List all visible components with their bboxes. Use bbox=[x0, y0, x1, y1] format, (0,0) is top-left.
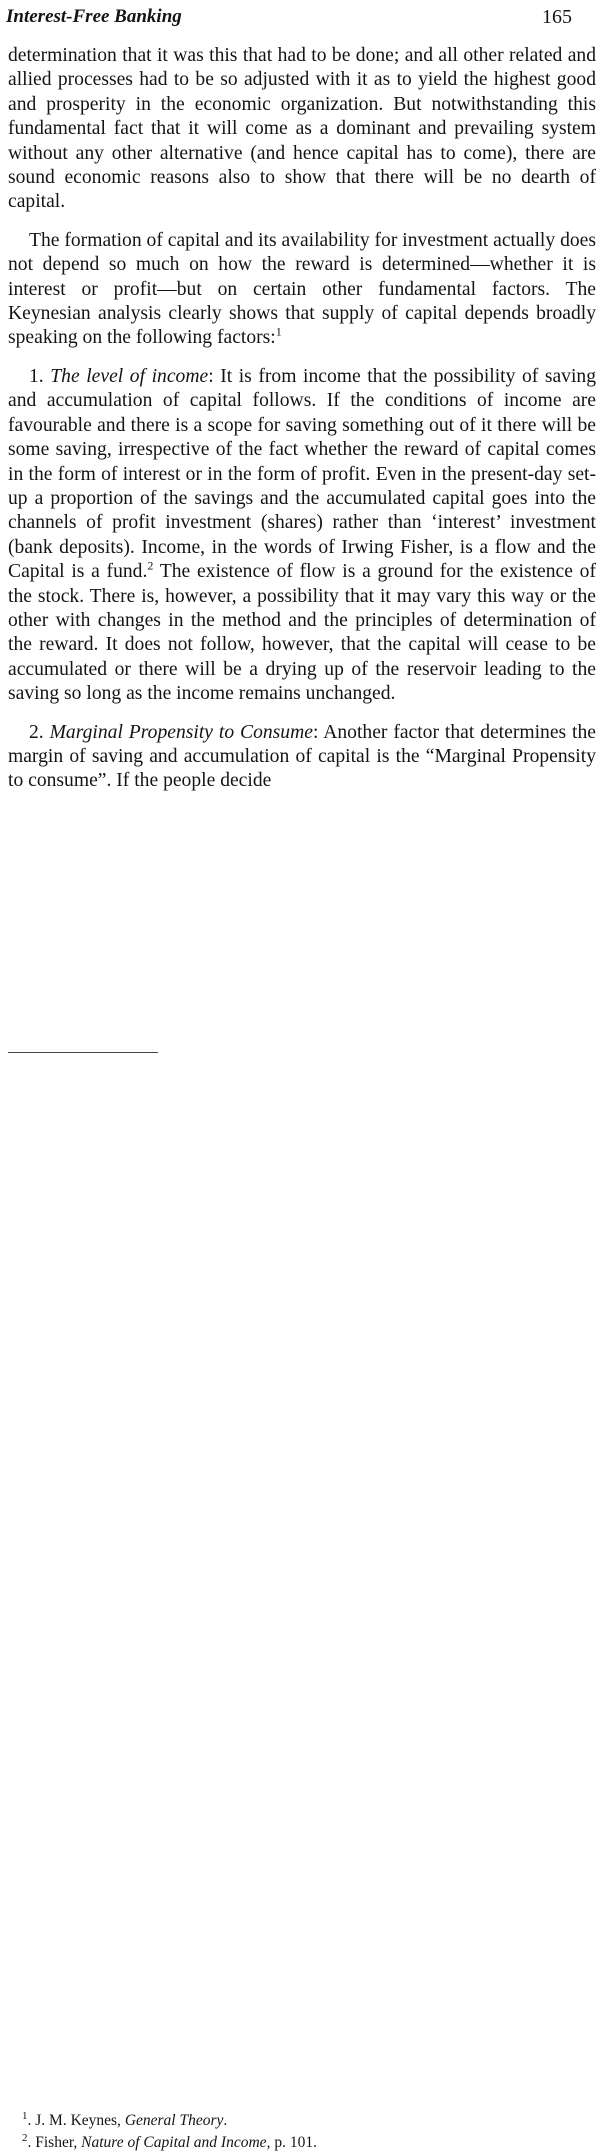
footnote-item bbox=[22, 2132, 317, 2153]
footnote-text: , p. 101. bbox=[266, 2134, 317, 2151]
footnote-text: . Fisher, bbox=[27, 2134, 82, 2151]
paragraph-continuation: determination that it was this that had to be done; and all other related and allied processes had to be so adjusted with it as to yield the highest good and prosperity in the economic organization. But notwithstanding this fundamental fact that it will come as a dominant and prevailing system without any other alternative (and hence capital has to come), there are sound economic reasons also to show that there will be no dearth of capital. bbox=[8, 45, 596, 213]
footnote-title: General Theory bbox=[124, 2112, 224, 2129]
footnote-text: . bbox=[223, 2112, 228, 2129]
page-number: 165 bbox=[542, 6, 572, 28]
paragraph-text: The formation of capital and its availability for investment actually does not depend so much on how the reward is determined—whether it is interest or profit—but on certain other fundamental factors. The Keynesian analysis clearly shows that supply of capital depends broadly speaking on the following factors: bbox=[8, 229, 596, 349]
footnote-item bbox=[22, 2110, 227, 2131]
footnote-divider bbox=[8, 1052, 158, 1053]
footnote-reference: 2 bbox=[147, 558, 154, 573]
section-heading: The level of income bbox=[50, 365, 209, 387]
running-head: Interest-Free Banking bbox=[6, 6, 182, 27]
list-number: 2. bbox=[29, 721, 44, 743]
paragraph-text: : It is from income that the possibility of saving and accumulation of capital follows. If the conditions of income are favourable and there is a scope for saving something out of it there will be some saving, irrespective of the fact whether the reward of capital comes in the form of interest or in the form of profit. Even in the present-day set-up a proportion of the savings and the accumulated capital goes into the channels of profit investment (shares) rather than ‘interest’ investment (bank deposits). Income, in the words of Irwing Fisher, is a flow and the Capital is a fund. bbox=[8, 365, 597, 583]
footnote-marker: 1 bbox=[22, 2109, 28, 2122]
section-heading: Marginal Propensity to Consume bbox=[49, 721, 313, 743]
list-number: 1. bbox=[29, 365, 44, 387]
paragraph-capital-formation bbox=[8, 229, 596, 351]
body-text bbox=[8, 44, 596, 808]
footnote-marker: 2 bbox=[22, 2131, 28, 2144]
paragraph-text: The existence of flow is a ground for the existence of the stock. There is, however, a possibility that it may vary this way or the other with changes in the method and the principles of determination of the reward. It does not follow, however, that the capital will cease to be accumulated or there will be a drying up of the reservoir leading to the saving so long as the income remains unchanged. bbox=[8, 561, 596, 705]
paragraph-text: : Another factor that determines the margin of saving and accumulation of capital is the “Marginal Propensity to consume”. If the people decide bbox=[8, 721, 596, 792]
footnote-text: . J. M. Keynes, bbox=[27, 2112, 125, 2129]
paragraph-marginal-propensity bbox=[8, 721, 596, 794]
footnote-reference: 1 bbox=[275, 324, 282, 339]
footnote-title: Nature of Capital and Income bbox=[81, 2134, 267, 2151]
paragraph-level-of-income bbox=[8, 365, 596, 707]
